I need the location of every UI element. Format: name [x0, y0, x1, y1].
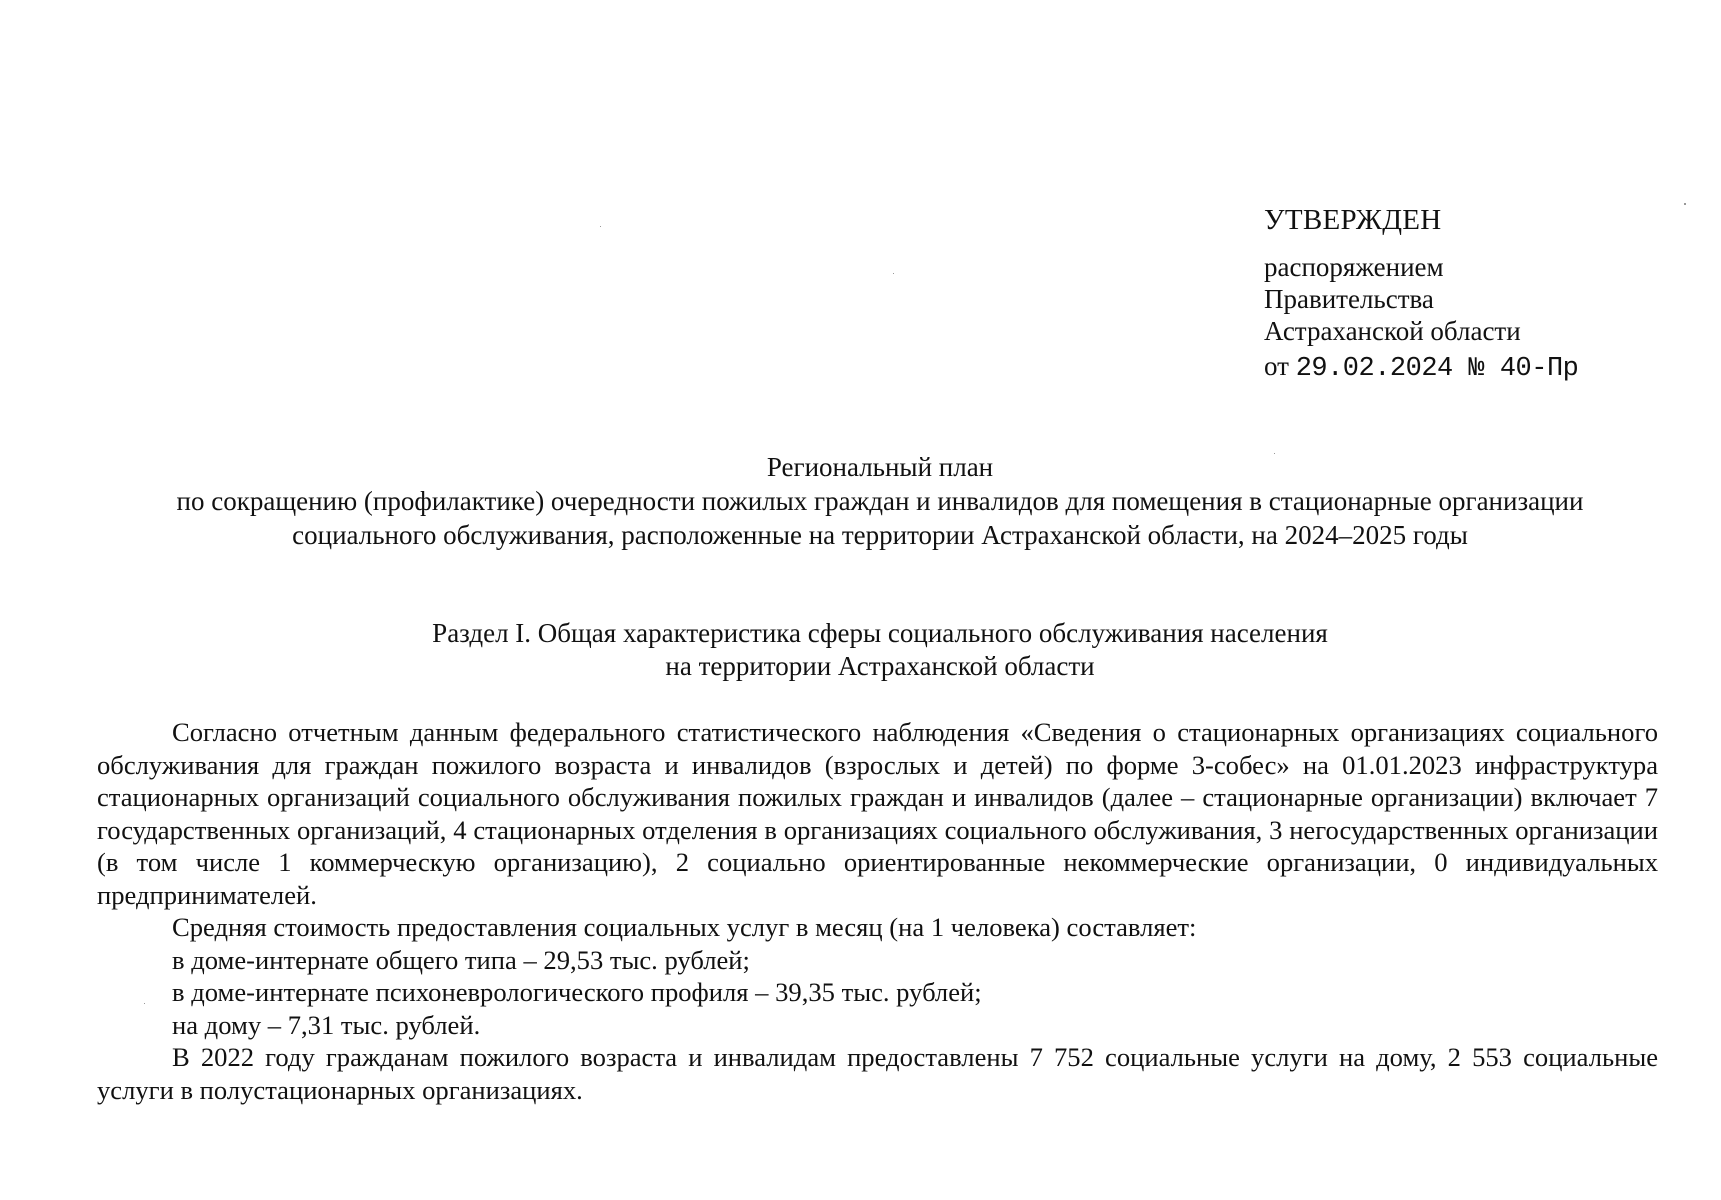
approval-line-3: Астраханской области — [1264, 316, 1521, 346]
body-paragraph-1: Согласно отчетным данным федерального статистического наблюдения «Сведения о стационарных организациях социального обслуживания для граждан пожилого возраста и инвалидов (взрослых и детей) по форме 3-собес» на 01.01.2023 инфраструктура стационарных организаций социального обслуживания пожилых граждан и инвалидов (далее – стационарные организации) включает 7 государственных организаций, 4 стационарных отделения в организациях социального обслуживания, 3 негосударственных организации (в том числе 1 коммерческую организацию), 2 социально ориентированные некоммерческие организации, 0 индивидуальных предпринимателей. — [97, 717, 1658, 910]
approval-date-prefix: от — [1264, 351, 1289, 381]
body-list-item-3: на дому – 7,31 тыс. рублей. — [172, 1009, 481, 1040]
document-title-line-1: Региональный план — [766, 452, 994, 482]
document-title-line-2: по сокращению (профилактике) очередности пожилых граждан и инвалидов для помещения в стационарные организации — [176, 486, 1584, 516]
approval-line-2: Правительства — [1264, 284, 1434, 314]
section-heading — [200, 617, 1560, 683]
document-title-line-3: социального обслуживания, расположенные на территории Астраханской области, на 2024–2025 годы — [292, 520, 1468, 550]
scan-speck — [1274, 453, 1275, 454]
document-title — [60, 450, 1700, 552]
section-heading-line-2: на территории Астраханской области — [665, 651, 1095, 681]
body-list-item-1: в доме-интернате общего типа – 29,53 тыс. рублей; — [172, 944, 750, 975]
approval-date-number: 29.02.2024 № 40-Пр — [1295, 354, 1579, 384]
scan-speck — [144, 1003, 145, 1004]
scan-speck — [893, 273, 894, 274]
approval-date-line — [1264, 349, 1684, 386]
document-body — [97, 716, 1658, 1106]
body-list-item-2: в доме-интернате психоневрологического профиля – 39,35 тыс. рублей; — [172, 977, 982, 1007]
scan-speck — [1684, 203, 1686, 205]
approval-title: УТВЕРЖДЕН — [1264, 204, 1442, 236]
body-paragraph-3: В 2022 году гражданам пожилого возраста и инвалидам предоставлены 7 752 социальные услуги на дому, 2 553 социальные услуги в полустационарных организациях. — [97, 1042, 1658, 1105]
section-heading-line-1: Раздел I. Общая характеристика сферы социального обслуживания населения — [432, 618, 1328, 648]
approval-line-1: распоряжением — [1264, 252, 1444, 282]
scan-speck — [600, 226, 601, 227]
body-paragraph-2: Средняя стоимость предоставления социальных услуг в месяц (на 1 человека) составляет: — [172, 912, 1197, 942]
approval-stamp — [1264, 203, 1684, 386]
